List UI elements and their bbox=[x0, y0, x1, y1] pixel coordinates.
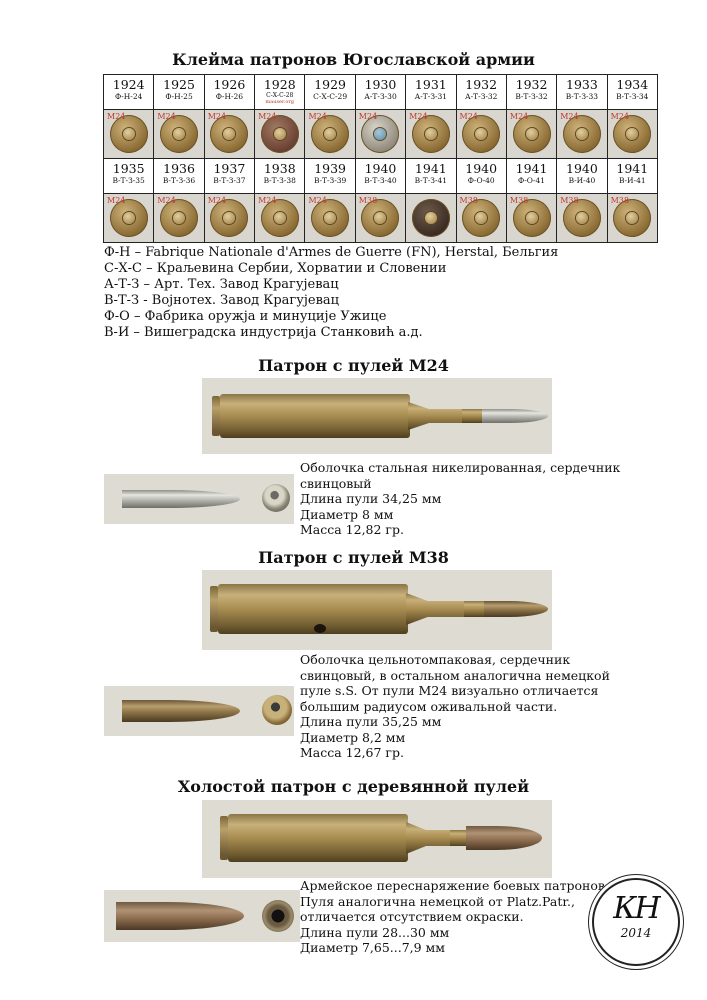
legend-item: Ф-О – Фабрика оружја и минуције Ужице bbox=[104, 309, 387, 324]
stamp-model-mark: M24 bbox=[509, 112, 529, 121]
stamp-photo-cell bbox=[506, 194, 556, 243]
description-line: отличается отсутствием окраски. bbox=[300, 909, 524, 924]
stamp-year: 1938 bbox=[263, 161, 296, 176]
stamp-code: В-Т-З-33 bbox=[565, 92, 599, 101]
stamp-photo-cell bbox=[607, 194, 657, 243]
stamp-year: 1931 bbox=[414, 77, 447, 92]
legend-item: Ф-Н – Fabrique Nationale d'Armes de Guerre (FN), Herstal, Бельгия bbox=[104, 245, 559, 260]
stamp-photo-cell bbox=[154, 194, 204, 243]
description-line: свинцовый, в остальном аналогична немецкой bbox=[300, 667, 610, 683]
stamp-code: В-Т-З-32 bbox=[515, 92, 548, 101]
stamp-label-row bbox=[104, 75, 658, 110]
stamp-photo-cell bbox=[204, 194, 254, 243]
stamp-year: 1939 bbox=[314, 161, 347, 176]
stamp-label-cell bbox=[355, 75, 405, 110]
stamp-code: В-Т-З-41 bbox=[414, 176, 447, 185]
stamp-model-mark: M24 bbox=[358, 112, 378, 121]
stamp-year: 1940 bbox=[465, 161, 498, 176]
stamp-code: В-Т-З-36 bbox=[162, 176, 196, 185]
section-description-m24 bbox=[300, 460, 620, 538]
description-line: большим радиусом оживальной части. bbox=[300, 698, 558, 714]
cartridge-blank-photo bbox=[202, 800, 552, 878]
stamp-code: Ф-О-40 bbox=[467, 176, 495, 185]
section-description-blank bbox=[300, 878, 609, 956]
legend-item: В-Т-З - Војнотех. Завод Крагујевац bbox=[104, 293, 340, 308]
stamp-code: А-Т-З-32 bbox=[464, 92, 498, 101]
headstamp-image bbox=[412, 199, 450, 237]
stamp-year: 1934 bbox=[616, 77, 649, 92]
description-line: свинцовый bbox=[300, 475, 372, 491]
stamp-code: В-И-41 bbox=[618, 176, 646, 185]
stamp-model-mark: M24 bbox=[610, 112, 629, 121]
stamp-code: В-Т-З-39 bbox=[313, 176, 347, 185]
stamp-year: 1925 bbox=[163, 77, 195, 92]
stamp-photo-cell bbox=[456, 194, 506, 243]
stamp-code: В-Т-З-40 bbox=[364, 176, 397, 185]
description-line: Пуля аналогична немецкой от Platz.Patr., bbox=[300, 893, 575, 909]
author-seal bbox=[592, 878, 680, 966]
stamp-photo-row bbox=[104, 110, 658, 159]
section-heading-blank: Холостой патрон с деревянной пулей bbox=[177, 777, 530, 796]
stamp-code: Ф-О-41 bbox=[518, 176, 546, 185]
stamp-code: С-Х-С-29 bbox=[313, 92, 348, 101]
stamp-year: 1941 bbox=[414, 161, 447, 176]
stamp-year: 1935 bbox=[112, 161, 145, 176]
stamp-label-cell bbox=[557, 75, 607, 110]
description-line: Оболочка стальная никелированная, сердечник bbox=[300, 460, 621, 475]
legend-item: В-И – Вишеградска индустрија Станковић а.д. bbox=[104, 325, 423, 340]
stamp-watermark: mauser.org bbox=[265, 99, 294, 105]
stamp-model-mark: M24 bbox=[258, 196, 277, 205]
stamp-label-cell bbox=[204, 75, 254, 110]
stamp-label-cell bbox=[104, 75, 154, 110]
stamp-year: 1941 bbox=[616, 161, 649, 176]
stamp-label-cell bbox=[406, 75, 456, 110]
stamp-code: А-Т-З-30 bbox=[364, 92, 397, 101]
stamp-label-cell bbox=[305, 75, 355, 110]
stamp-label-cell bbox=[506, 159, 556, 194]
stamp-label-cell bbox=[406, 159, 456, 194]
stamp-label-cell bbox=[607, 159, 657, 194]
stamp-year: 1928 bbox=[263, 77, 296, 92]
stamp-label-cell bbox=[456, 75, 506, 110]
stamp-photo-cell bbox=[355, 110, 405, 159]
bullet-m38-photo bbox=[104, 686, 294, 736]
cartridge-m38-photo bbox=[202, 570, 552, 650]
stamp-code: В-Т-З-37 bbox=[213, 176, 246, 185]
stamp-photo-cell bbox=[255, 110, 305, 159]
stamp-code: С-Х-С-28 bbox=[266, 92, 294, 99]
stamp-photo-cell bbox=[506, 110, 556, 159]
description-line: Длина пули 34,25 мм bbox=[300, 491, 442, 506]
stamp-year: 1941 bbox=[515, 161, 548, 176]
description-line: Диаметр 8 мм bbox=[300, 506, 394, 522]
stamp-photo-cell bbox=[255, 194, 305, 243]
stamp-model-mark: M24 bbox=[207, 196, 227, 205]
seal-year: 2014 bbox=[620, 926, 652, 940]
stamp-model-mark: M24 bbox=[308, 112, 327, 121]
stamp-year: 1926 bbox=[213, 77, 246, 92]
stamp-model-mark: M24 bbox=[157, 112, 176, 121]
stamp-photo-cell bbox=[104, 194, 154, 243]
stamp-photo-cell bbox=[305, 194, 355, 243]
description-line: Масса 12,67 гр. bbox=[300, 745, 404, 760]
stamp-year: 1937 bbox=[213, 161, 246, 176]
manufacturer-legend bbox=[104, 245, 558, 341]
section-heading-m24: Патрон с пулей М24 bbox=[258, 356, 449, 375]
stamp-photo-cell bbox=[355, 194, 405, 243]
stamp-photo-cell bbox=[154, 110, 204, 159]
bullet-m24-photo bbox=[104, 474, 294, 524]
stamp-year: 1940 bbox=[566, 161, 598, 176]
description-line: Масса 12,82 гр. bbox=[300, 522, 404, 537]
page-title: Клейма патронов Югославской армии bbox=[172, 50, 535, 69]
description-line: Длина пули 28...30 мм bbox=[300, 924, 450, 940]
stamp-code: Ф-Н-24 bbox=[114, 92, 143, 101]
stamp-code: В-И-40 bbox=[568, 176, 596, 185]
stamp-code: Ф-Н-25 bbox=[165, 92, 193, 101]
stamp-code: В-Т-З-38 bbox=[263, 176, 296, 185]
stamp-photo-cell bbox=[607, 110, 657, 159]
stamp-year: 1940 bbox=[364, 161, 397, 176]
stamp-photo-cell bbox=[104, 110, 154, 159]
legend-item: А-Т-З – Арт. Тех. Завод Крагујевац bbox=[104, 277, 339, 292]
stamp-label-cell bbox=[355, 159, 405, 194]
stamp-model-mark: M38 bbox=[560, 196, 579, 205]
stamp-model-mark: M24 bbox=[560, 112, 579, 121]
stamp-photo-row bbox=[104, 194, 658, 243]
stamp-label-cell bbox=[456, 159, 506, 194]
stamp-model-mark: M24 bbox=[207, 112, 227, 121]
stamp-year: 1932 bbox=[465, 77, 498, 92]
stamp-photo-cell bbox=[557, 194, 607, 243]
section-description-m38 bbox=[300, 652, 610, 761]
stamp-model-mark: M24 bbox=[157, 196, 176, 205]
stamp-year: 1929 bbox=[314, 77, 347, 92]
stamp-photo-cell bbox=[305, 110, 355, 159]
stamp-model-mark: M38 bbox=[459, 196, 478, 205]
stamp-photo-cell bbox=[456, 110, 506, 159]
seal-initials: КН bbox=[613, 891, 659, 926]
stamp-photo-cell bbox=[406, 194, 456, 243]
stamp-year: 1932 bbox=[515, 77, 548, 92]
stamp-model-mark: M38 bbox=[358, 196, 378, 205]
stamp-code: А-Т-З-31 bbox=[414, 92, 448, 101]
stamp-model-mark: M24 bbox=[308, 196, 327, 205]
stamp-label-cell bbox=[154, 75, 204, 110]
stamp-label-cell bbox=[255, 75, 305, 110]
stamp-label-row bbox=[104, 159, 658, 194]
stamp-label-cell bbox=[305, 159, 355, 194]
stamp-photo-cell bbox=[204, 110, 254, 159]
legend-item: С-Х-С – Краљевина Сербии, Хорватии и Словении bbox=[104, 261, 447, 276]
stamp-label-cell bbox=[255, 159, 305, 194]
stamp-label-cell bbox=[607, 75, 657, 110]
stamp-model-mark: M24 bbox=[107, 196, 126, 205]
bullet-wood-photo bbox=[104, 890, 300, 942]
stamp-label-cell bbox=[154, 159, 204, 194]
stamp-model-mark: M38 bbox=[610, 196, 629, 205]
stamp-photo-cell bbox=[406, 110, 456, 159]
headstamp-table bbox=[103, 74, 658, 243]
stamp-year: 1936 bbox=[163, 161, 195, 176]
description-line: Диаметр 7,65...7,9 мм bbox=[300, 940, 446, 955]
description-line: пуле s.S. От пули М24 визуально отличается bbox=[300, 683, 599, 698]
stamp-model-mark: M24 bbox=[258, 112, 277, 121]
stamp-label-cell bbox=[104, 159, 154, 194]
stamp-year: 1933 bbox=[566, 77, 598, 92]
stamp-model-mark: M24 bbox=[107, 112, 126, 121]
description-line: Оболочка цельнотомпаковая, сердечник bbox=[300, 652, 571, 667]
description-line: Диаметр 8,2 мм bbox=[300, 729, 406, 745]
stamp-photo-cell bbox=[557, 110, 607, 159]
description-line: Длина пули 35,25 мм bbox=[300, 714, 442, 729]
stamp-model-mark: M24 bbox=[459, 112, 478, 121]
stamp-year: 1924 bbox=[112, 77, 145, 92]
stamp-year: 1930 bbox=[364, 77, 397, 92]
stamp-label-cell bbox=[204, 159, 254, 194]
stamp-code: В-Т-З-34 bbox=[616, 92, 649, 101]
stamp-label-cell bbox=[557, 159, 607, 194]
section-heading-m38: Патрон с пулей М38 bbox=[258, 548, 449, 567]
cartridge-m24-photo bbox=[202, 378, 552, 454]
stamp-model-mark: M38 bbox=[509, 196, 529, 205]
description-line: Армейское переснаряжение боевых патронов. bbox=[300, 878, 609, 893]
stamp-model-mark: M24 bbox=[409, 112, 428, 121]
stamp-label-cell bbox=[506, 75, 556, 110]
stamp-code: В-Т-З-35 bbox=[112, 176, 145, 185]
stamp-code: Ф-Н-26 bbox=[215, 92, 244, 101]
